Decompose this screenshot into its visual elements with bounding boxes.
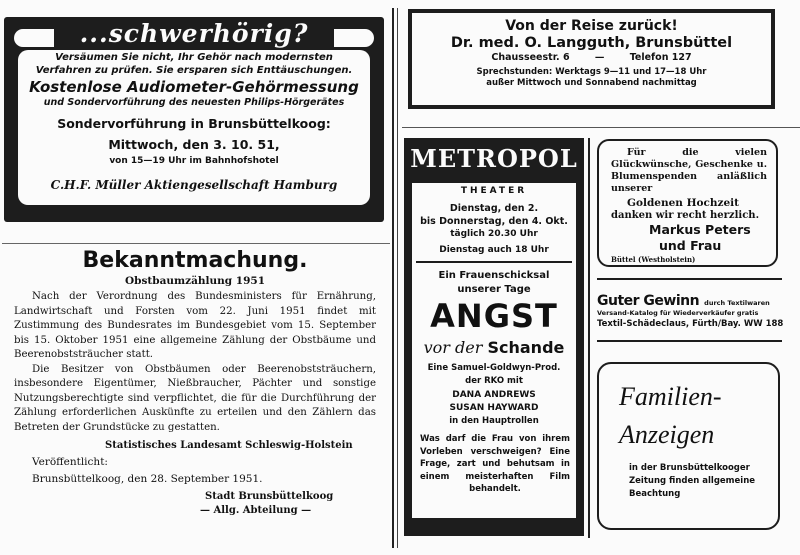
hearing-ad-body (18, 50, 370, 205)
cinema-daily: täglich 20.30 Uhr (450, 229, 538, 239)
doctor-ad-hours-note: außer Mittwoch und Sonnabend nachmittag (486, 78, 697, 88)
textile-line-2: Textil-Schädeclaus, Fürth/Bay. WW 188 (597, 319, 784, 329)
doctor-ad-headline: Von der Reise zurück! (505, 18, 678, 34)
cinema-tagline-1: Ein Frauenschicksal (438, 270, 550, 281)
notice-signature-2: — Allg. Abteilung — (200, 505, 312, 516)
doctor-ad-hours: Sprechstunden: Werktags 9—11 und 17—18 Uhr (476, 67, 707, 77)
cinema-subtitle: THEATER (460, 186, 528, 196)
cinema-title: METROPOL (410, 144, 578, 173)
column-divider-thin (397, 8, 398, 548)
hearing-ad-event-title: Sondervorführung in Brunsbüttelkoog: (57, 116, 331, 131)
notice-published-date: Brunsbüttelkoog, den 28. September 1951. (32, 473, 263, 485)
hearing-ad-date: Mittwoch, den 3. 10. 51, (108, 137, 280, 152)
textile-headline: Guter Gewinn (597, 293, 700, 309)
family-title-2: Anzeigen (619, 420, 715, 449)
cinema-roles: in den Hauptrollen (449, 416, 539, 426)
textile-ad (595, 278, 785, 350)
section-rule (2, 243, 390, 244)
notice-published-label: Veröffentlicht: (32, 456, 108, 468)
family-text: in der Brunsbüttelkooger Zeitung finden allgemeine Beachtung (629, 463, 756, 499)
hearing-ad-headline: Kostenlose Audiometer-Gehörmessung (29, 78, 359, 96)
column-divider (392, 8, 394, 548)
doctor-ad (408, 9, 775, 109)
cinema-tagline-2: unserer Tage (457, 284, 531, 295)
cinema-film-title-2a: vor der (423, 338, 483, 357)
notice-subtitle: Obstbaumzählung 1951 (124, 275, 266, 287)
notice-paragraph-2: Die Besitzer von Obstbäumen oder Beerenobststräuchern, insbesondere Eigentümer, Nießbraucher, Pächter und sonstige Nutzungsberechtigte sind verpflichtet, die für die Durchführung der Zählung erforderlichen Auskünfte zu erteilen und den Zählern das Betreten der Grundstücke zu gestatten. (14, 363, 376, 433)
cinema-producer-2: der RKO mit (465, 376, 523, 386)
column-divider (588, 138, 590, 538)
cinema-ad (404, 138, 584, 536)
thanks-occasion-2: danken wir recht herzlich. (611, 210, 760, 221)
textile-headline-row (597, 290, 770, 309)
notice-signature-1: Stadt Brunsbüttelkoog (205, 491, 334, 502)
textile-line-1: Versand-Katalog für Wiederverkäufer gratis (597, 309, 759, 317)
family-notices-ad (597, 362, 780, 530)
hearing-ad-line1: Versäumen Sie nicht, Ihr Gehör nach modernsten (55, 52, 333, 63)
notice-paragraph-1: Nach der Verordnung des Bundesministers für Ernährung, Landwirtschaft und Forsten vom 22. Juni 1951 findet mit Zustimmung des Bundesrates im Bundesgebiet vom 15. September bis 15. Oktober 1951 eine allgemeine Zählung der Obstbäume und Beerenobststräucher statt. (14, 291, 376, 360)
thanks-location: Büttel (Westholstein) (611, 255, 696, 264)
thanks-name-2: und Frau (659, 238, 722, 253)
textile-rule-top (597, 278, 782, 280)
doctor-ad-dash: — (594, 52, 605, 63)
section-rule (402, 127, 800, 128)
cinema-rule (416, 261, 572, 263)
cinema-film-subtitle (412, 338, 576, 357)
doctor-ad-phone: Telefon 127 (629, 52, 692, 63)
cinema-tuesday: Dienstag auch 18 Uhr (439, 245, 549, 255)
notice-title: Bekanntmachung. (82, 248, 308, 273)
thanks-name-1: Markus Peters (649, 222, 751, 237)
thanks-occasion-1: Goldenen Hochzeit (627, 197, 740, 209)
family-title-1: Familien- (619, 382, 722, 411)
doctor-ad-address: Chausseestr. 6 (491, 52, 570, 63)
cinema-film-title: ANGST (430, 297, 558, 335)
hearing-aid-ad (4, 17, 384, 222)
hearing-ad-title: ...schwerhörig? (79, 19, 309, 48)
notice-body (0, 287, 390, 435)
cinema-star-1: DANA ANDREWS (452, 390, 536, 400)
hearing-ad-line2: Verfahren zu prüfen. Sie ersparen sich Enttäuschungen. (35, 65, 353, 76)
notice-authority: Statistisches Landesamt Schleswig-Holstein (105, 440, 353, 451)
hearing-ad-line3: und Sondervorführung des neuesten Philips-Hörgerätes (43, 97, 345, 108)
thanks-text: Für die vielen Glückwünsche, Geschenke u. Blumenspenden anläßlich unserer (611, 147, 767, 194)
doctor-ad-contact (412, 52, 771, 63)
public-notice (0, 245, 390, 516)
cinema-dates-2: bis Donnerstag, den 4. Okt. (420, 216, 568, 227)
cinema-ad-body (412, 183, 576, 518)
cinema-producer-1: Eine Samuel-Goldwyn-Prod. (427, 363, 561, 373)
textile-headline-small: durch Textilwaren (704, 299, 770, 307)
cinema-dates-1: Dienstag, den 2. (449, 203, 539, 214)
thanks-ad (597, 139, 778, 267)
hearing-ad-time-place: von 15—19 Uhr im Bahnhofshotel (109, 156, 279, 166)
cinema-film-title-2b: Schande (487, 338, 565, 357)
doctor-ad-name: Dr. med. O. Langguth, Brunsbüttel (450, 35, 733, 51)
cinema-star-2: SUSAN HAYWARD (449, 403, 539, 413)
hearing-ad-company: C.H.F. Müller Aktiengesellschaft Hamburg (50, 178, 338, 192)
textile-rule-bottom (597, 340, 782, 342)
cinema-description: Was darf die Frau von ihrem Vorleben verschweigen? Eine Frage, zart und behutsam in einem meisterhaften Film behandelt. (420, 434, 570, 494)
